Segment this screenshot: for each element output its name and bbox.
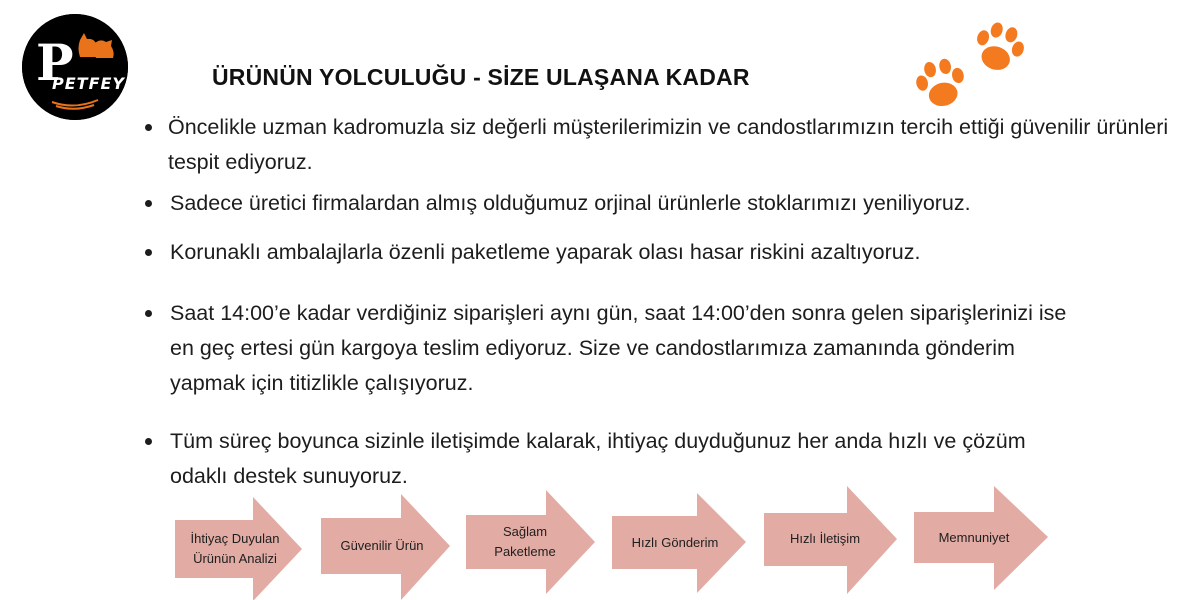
list-item-text: Tüm süreç boyunca sizinle iletişimde kalarak, ihtiyaç duyduğunuz her anda hızlı ve çözüm odaklı destek sunuyoruz. <box>170 429 1026 488</box>
list-item-text: Korunaklı ambalajlarla özenli paketleme yaparak olası hasar riskini azaltıyoruz. <box>170 240 921 264</box>
list-item-text: Öncelikle uzman kadromuzla siz değerli müşterilerimizin ve candostlarımızın tercih ettiği güvenilir ürünleri tespit ediyoruz. <box>168 115 1169 174</box>
page-title: ÜRÜNÜN YOLCULUĞU - SİZE ULAŞANA KADAR <box>212 64 750 90</box>
step-label-analysis: İhtiyaç Duyulan Ürünün Analizi <box>190 531 280 566</box>
list-item-text: Sadece üretici firmalardan almış olduğumuz orjinal ürünlerle stoklarımızı yeniliyoruz. <box>170 191 971 215</box>
step-label-packaging: Sağlam Paketleme <box>494 524 556 559</box>
step-label-communication: Hızlı İletişim <box>789 531 861 546</box>
step-label-shipping: Hızlı Gönderim <box>631 535 719 550</box>
logo-text: PETFEY <box>52 74 126 93</box>
step-label-reliable-product: Güvenilir Ürün <box>340 538 424 553</box>
list-item-text: Saat 14:00’e kadar verdiğiniz siparişleri aynı gün, saat 14:00’den sonra gelen siparişlerinizi ise en geç ertesi gün kargoya teslim ediyoruz. Size ve candostlarımıza zamanında gönderim yapmak için titizlikle çalışıyoruz. <box>170 301 1067 395</box>
step-label-satisfaction: Memnuniyet <box>938 530 1010 545</box>
svg-text:P: P <box>36 33 74 92</box>
